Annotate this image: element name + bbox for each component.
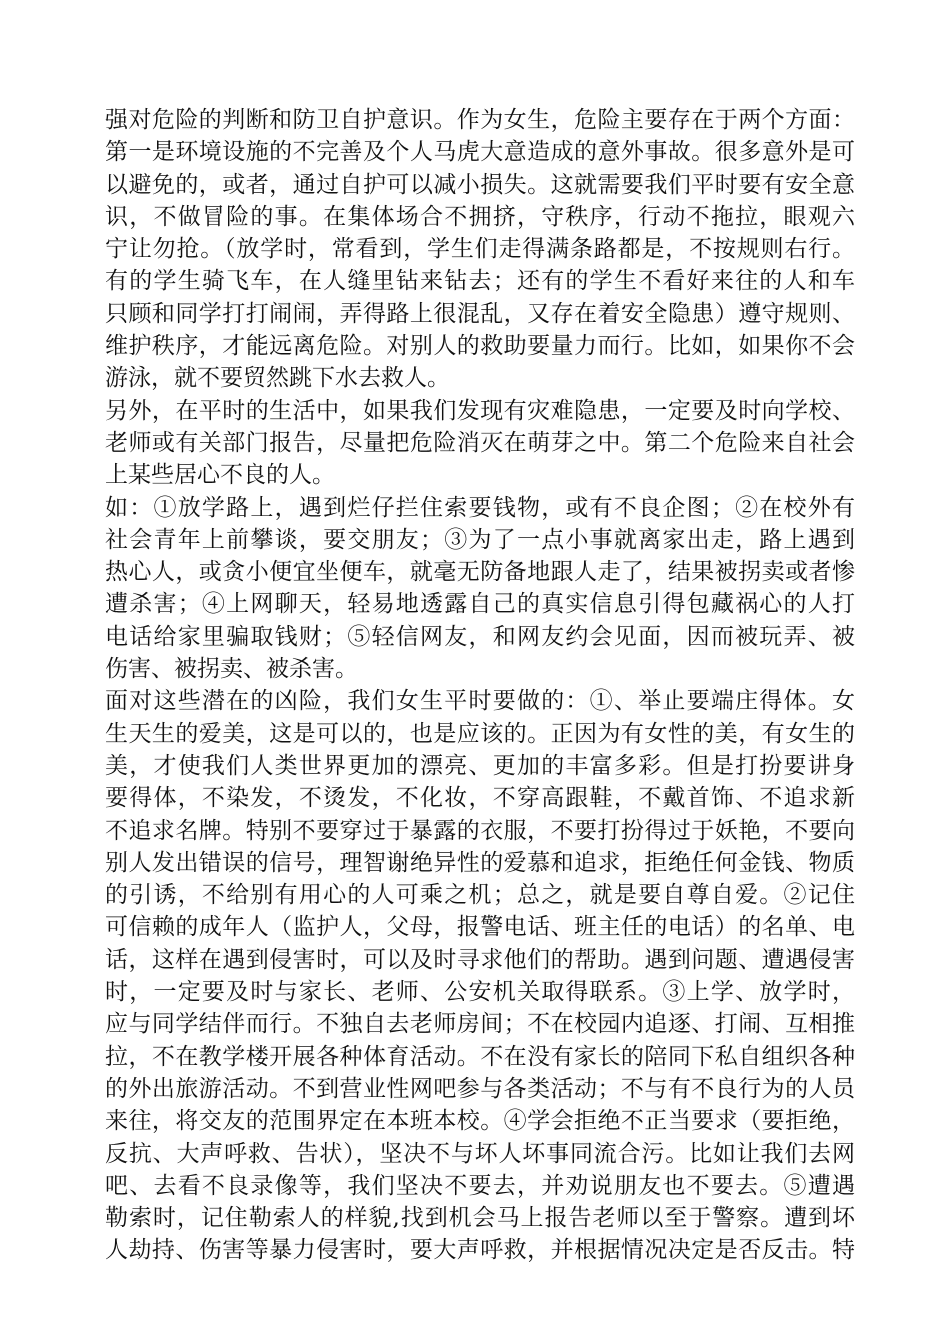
text-line: 可信赖的成年人（监护人，父母，报警电话、班主任的电话）的名单、电 <box>105 914 855 941</box>
text-line: 人劫持、伤害等暴力侵害时，要大声呼救，并根据情况决定是否反击。特 <box>105 1237 855 1264</box>
text-line: 的外出旅游活动。不到营业性网吧参与各类活动；不与有不良行为的人员 <box>105 1075 855 1102</box>
text-line: 上某些居心不良的人。 <box>105 462 335 489</box>
text-line: 来往，将交友的范围界定在本班本校。④学会拒绝不正当要求（要拒绝， <box>105 1108 855 1135</box>
text-line: 老师或有关部门报告，尽量把危险消灭在萌芽之中。第二个危险来自社会 <box>105 429 855 456</box>
text-line: 强对危险的判断和防卫自护意识。作为女生，危险主要存在于两个方面： <box>105 107 855 133</box>
text-line: 时，一定要及时与家长、老师、公安机关取得联系。③上学、放学时， <box>105 979 855 1006</box>
text-line: 反抗、大声呼救、告状），坚决不与坏人坏事同流合污。比如让我们去网 <box>105 1140 855 1167</box>
document-body <box>105 104 855 1267</box>
text-line: 别人发出错误的信号，理智谢绝异性的爱慕和追求，拒绝任何金钱、物质 <box>105 849 855 876</box>
text-line: 维护秩序，才能远离危险。对别人的救助要量力而行。比如，如果你不会 <box>105 333 855 360</box>
text-line: 有的学生骑飞车，在人缝里钻来钻去；还有的学生不看好来往的人和车 <box>105 268 855 295</box>
text-line: 应与同学结伴而行。不独自去老师房间；不在校园内追逐、打闹、互相推 <box>105 1011 855 1038</box>
text-line: 另外，在平时的生活中，如果我们发现有灾难隐患，一定要及时向学校、 <box>105 397 855 424</box>
text-line: 热心人，或贪小便宜坐便车，就毫无防备地跟人走了，结果被拐卖或者惨 <box>105 559 855 586</box>
text-line: 以避免的，或者，通过自护可以减小损失。这就需要我们平时要有安全意 <box>105 171 855 198</box>
text-line: 拉，不在教学楼开展各种体育活动。不在没有家长的陪同下私自组织各种 <box>105 1043 855 1070</box>
text-line: 第一是环境设施的不完善及个人马虎大意造成的意外事故。很多意外是可 <box>105 139 855 166</box>
text-line: 宁让勿抢。（放学时，常看到，学生们走得满条路都是，不按规则右行。 <box>105 236 855 263</box>
text-line: 勒索时，记住勒索人的样貌,找到机会马上报告老师以至于警察。遭到坏 <box>105 1205 855 1232</box>
text-line: 电话给家里骗取钱财；⑤轻信网友，和网友约会见面，因而被玩弄、被 <box>105 623 855 650</box>
text-line: 要得体，不染发，不烫发，不化妆，不穿高跟鞋，不戴首饰、不追求新 <box>105 785 855 812</box>
text-line: 面对这些潜在的凶险，我们女生平时要做的：①、举止要端庄得体。女 <box>105 688 855 715</box>
text-line: 美，才使我们人类世界更加的漂亮、更加的丰富多彩。但是打扮要讲身 <box>105 752 855 779</box>
text-line: 生天生的爱美，这是可以的，也是应该的。正因为有女性的美，有女生的 <box>105 720 855 747</box>
text-line: 识，不做冒险的事。在集体场合不拥挤，守秩序，行动不拖拉，眼观六 <box>105 203 855 230</box>
text-line: 不追求名牌。特别不要穿过于暴露的衣服，不要打扮得过于妖艳，不要向 <box>105 817 855 844</box>
text-line: 吧、去看不良录像等，我们坚决不要去，并劝说朋友也不要去。⑤遭遇 <box>105 1172 855 1199</box>
text-line: 如：①放学路上，遇到烂仔拦住索要钱物，或有不良企图；②在校外有 <box>105 494 855 521</box>
text-line: 话，这样在遇到侵害时，可以及时寻求他们的帮助。遇到问题、遭遇侵害 <box>105 946 855 973</box>
text-line: 的引诱，不给别有用心的人可乘之机；总之，就是要自尊自爱。②记住 <box>105 882 855 909</box>
text-line: 伤害、被拐卖、被杀害。 <box>105 656 358 683</box>
text-line: 社会青年上前攀谈，要交朋友；③为了一点小事就离家出走，路上遇到 <box>105 526 855 553</box>
text-line: 只顾和同学打打闹闹，弄得路上很混乱，又存在着安全隐患）遵守规则、 <box>105 300 855 327</box>
text-line: 遭杀害；④上网聊天，轻易地透露自己的真实信息引得包藏祸心的人打 <box>105 591 855 618</box>
text-line: 游泳，就不要贸然跳下水去救人。 <box>105 365 450 392</box>
